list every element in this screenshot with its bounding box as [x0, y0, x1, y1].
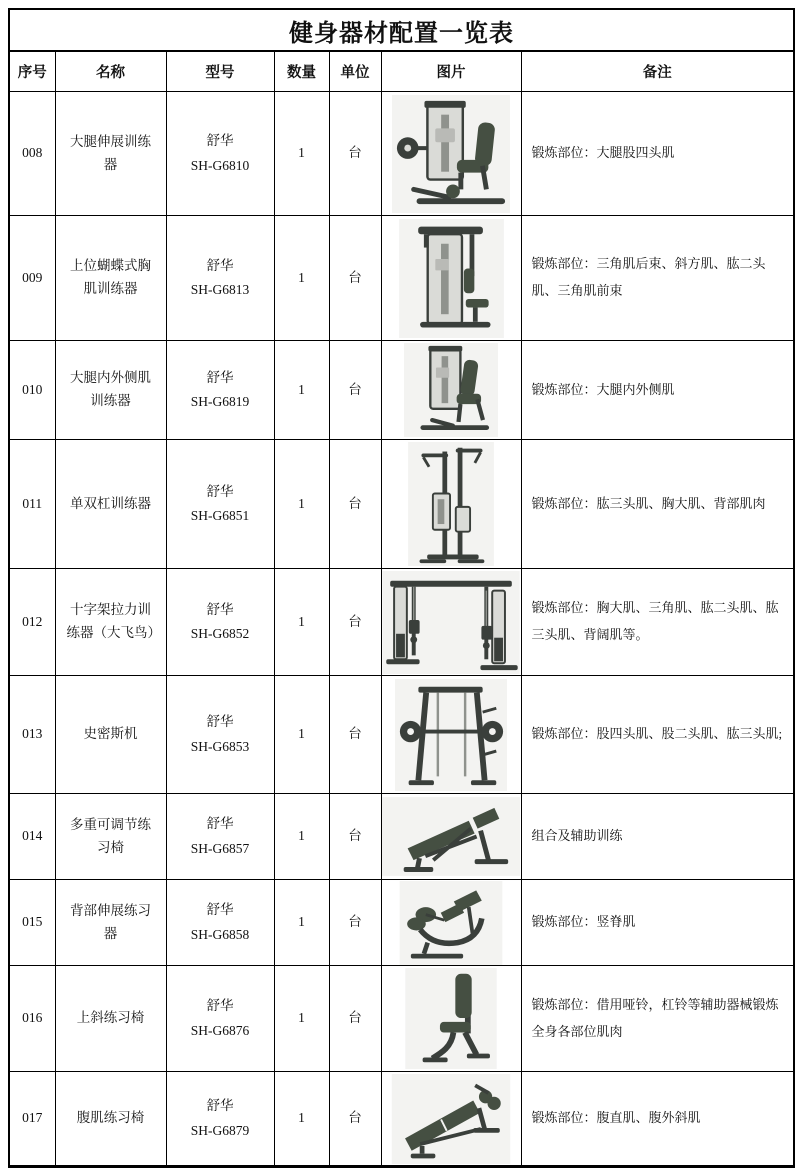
model-text: SH-G6876 — [190, 1022, 250, 1038]
unit-cell: 台 — [329, 440, 381, 569]
unit-cell: 台 — [329, 880, 381, 966]
adjustable-bench-image — [382, 797, 520, 876]
remark-cell: 锻炼部位：胸大肌、三角肌、肱二头肌、肱三头肌、背阔肌等。 — [521, 569, 794, 676]
title-row — [9, 9, 794, 51]
model-cell — [166, 569, 274, 676]
col-header-name: 名称 — [55, 51, 166, 92]
quantity-cell: 1 — [274, 880, 329, 966]
model-text: SH-G6819 — [190, 394, 250, 409]
brand-text: 舒华 — [206, 133, 234, 149]
col-header-model: 型号 — [166, 51, 274, 92]
equipment-table — [8, 8, 795, 1168]
model-cell — [166, 966, 274, 1072]
remark-cell: 锻炼部位：腹直肌、腹外斜肌 — [521, 1072, 794, 1167]
quantity-cell: 1 — [274, 569, 329, 676]
brand-text: 舒华 — [206, 483, 234, 499]
name-cell: 史密斯机 — [55, 676, 166, 794]
unit-cell: 台 — [329, 569, 381, 676]
remark-cell: 锻炼部位：肱三头肌、胸大肌、背部肌肉 — [521, 440, 794, 569]
upright-utility-bench-image — [405, 968, 497, 1069]
back-extension-bench-image — [399, 881, 503, 965]
col-header-quantity: 数量 — [274, 51, 329, 92]
serial-cell: 016 — [9, 966, 55, 1072]
thigh-abductor-machine-image — [404, 343, 498, 437]
unit-cell: 台 — [329, 676, 381, 794]
model-cell — [166, 676, 274, 794]
image-cell — [381, 440, 521, 569]
leg-extension-machine-image — [392, 95, 510, 213]
brand-text: 舒华 — [206, 1098, 234, 1114]
smith-machine-image — [395, 679, 507, 791]
unit-cell: 台 — [329, 966, 381, 1072]
equipment-config-sheet — [8, 8, 793, 1168]
brand-text: 舒华 — [206, 257, 234, 273]
model-text: SH-G6852 — [190, 626, 250, 641]
serial-cell: 010 — [9, 341, 55, 440]
model-cell — [166, 440, 274, 569]
model-cell — [166, 341, 274, 440]
model-cell — [166, 1072, 274, 1167]
table-row — [9, 880, 794, 966]
image-cell — [381, 92, 521, 216]
image-cell — [381, 676, 521, 794]
dip-chin-assist-machine-image — [408, 442, 494, 566]
pec-fly-machine-image — [399, 219, 504, 338]
name-cell: 大腿伸展训练器 — [55, 92, 166, 216]
serial-cell: 011 — [9, 440, 55, 569]
decline-ab-bench-image — [391, 1074, 511, 1164]
image-cell — [381, 216, 521, 341]
remark-cell: 锻炼部位：大腿股四头肌 — [521, 92, 794, 216]
quantity-cell: 1 — [274, 794, 329, 880]
col-header-serial: 序号 — [9, 51, 55, 92]
unit-cell: 台 — [329, 341, 381, 440]
brand-text: 舒华 — [206, 601, 234, 617]
page-title: 健身器材配置一览表 — [9, 9, 794, 51]
name-cell: 背部伸展练习器 — [55, 880, 166, 966]
table-row — [9, 440, 794, 569]
model-text: SH-G6853 — [190, 738, 250, 754]
remark-cell: 锻炼部位：三角肌后束、斜方肌、肱二头肌、三角肌前束 — [521, 216, 794, 341]
serial-cell: 009 — [9, 216, 55, 341]
name-cell: 单双杠训练器 — [55, 440, 166, 569]
serial-cell: 008 — [9, 92, 55, 216]
remark-cell: 组合及辅助训练 — [521, 794, 794, 880]
brand-text: 舒华 — [206, 902, 234, 918]
name-cell: 多重可调节练习椅 — [55, 794, 166, 880]
model-cell — [166, 794, 274, 880]
model-text: SH-G6810 — [190, 157, 250, 173]
serial-cell: 014 — [9, 794, 55, 880]
serial-cell: 012 — [9, 569, 55, 676]
model-text: SH-G6851 — [190, 508, 250, 523]
table-row — [9, 216, 794, 341]
serial-cell: 013 — [9, 676, 55, 794]
quantity-cell: 1 — [274, 440, 329, 569]
table-row — [9, 676, 794, 794]
quantity-cell: 1 — [274, 341, 329, 440]
name-cell: 大腿内外侧肌训练器 — [55, 341, 166, 440]
remark-cell: 锻炼部位：大腿内外侧肌 — [521, 341, 794, 440]
image-cell — [381, 966, 521, 1072]
image-cell — [381, 880, 521, 966]
name-cell: 十字架拉力训练器（大飞鸟） — [55, 569, 166, 676]
col-header-unit: 单位 — [329, 51, 381, 92]
header-row — [9, 51, 794, 92]
model-text: SH-G6813 — [190, 282, 250, 297]
quantity-cell: 1 — [274, 676, 329, 794]
col-header-picture: 图片 — [381, 51, 521, 92]
name-cell: 上斜练习椅 — [55, 966, 166, 1072]
unit-cell: 台 — [329, 1072, 381, 1167]
unit-cell: 台 — [329, 794, 381, 880]
table-row — [9, 341, 794, 440]
model-cell — [166, 92, 274, 216]
image-cell — [381, 794, 521, 880]
model-text: SH-G6858 — [190, 926, 250, 942]
quantity-cell: 1 — [274, 92, 329, 216]
table-row — [9, 92, 794, 216]
remark-cell: 锻炼部位：竖脊肌 — [521, 880, 794, 966]
image-cell — [381, 1072, 521, 1167]
unit-cell: 台 — [329, 216, 381, 341]
quantity-cell: 1 — [274, 1072, 329, 1167]
model-text: SH-G6879 — [190, 1122, 250, 1138]
brand-text: 舒华 — [206, 998, 234, 1014]
table-row — [9, 794, 794, 880]
brand-text: 舒华 — [206, 714, 234, 730]
remark-cell: 锻炼部位：借用哑铃，杠铃等辅助器械锻炼全身各部位肌肉 — [521, 966, 794, 1072]
brand-text: 舒华 — [206, 816, 234, 832]
remark-cell: 锻炼部位：股四头肌、股二头肌、肱三头肌; — [521, 676, 794, 794]
table-row — [9, 1072, 794, 1167]
serial-cell: 017 — [9, 1072, 55, 1167]
unit-cell: 台 — [329, 92, 381, 216]
image-cell — [381, 341, 521, 440]
brand-text: 舒华 — [206, 369, 234, 385]
quantity-cell: 1 — [274, 966, 329, 1072]
col-header-remark: 备注 — [521, 51, 794, 92]
model-cell — [166, 216, 274, 341]
model-cell — [166, 880, 274, 966]
cable-crossover-machine-image — [382, 571, 520, 674]
model-text: SH-G6857 — [190, 840, 250, 856]
name-cell: 上位蝴蝶式胸肌训练器 — [55, 216, 166, 341]
table-row — [9, 569, 794, 676]
table-row — [9, 966, 794, 1072]
quantity-cell: 1 — [274, 216, 329, 341]
name-cell: 腹肌练习椅 — [55, 1072, 166, 1167]
image-cell — [381, 569, 521, 676]
serial-cell: 015 — [9, 880, 55, 966]
